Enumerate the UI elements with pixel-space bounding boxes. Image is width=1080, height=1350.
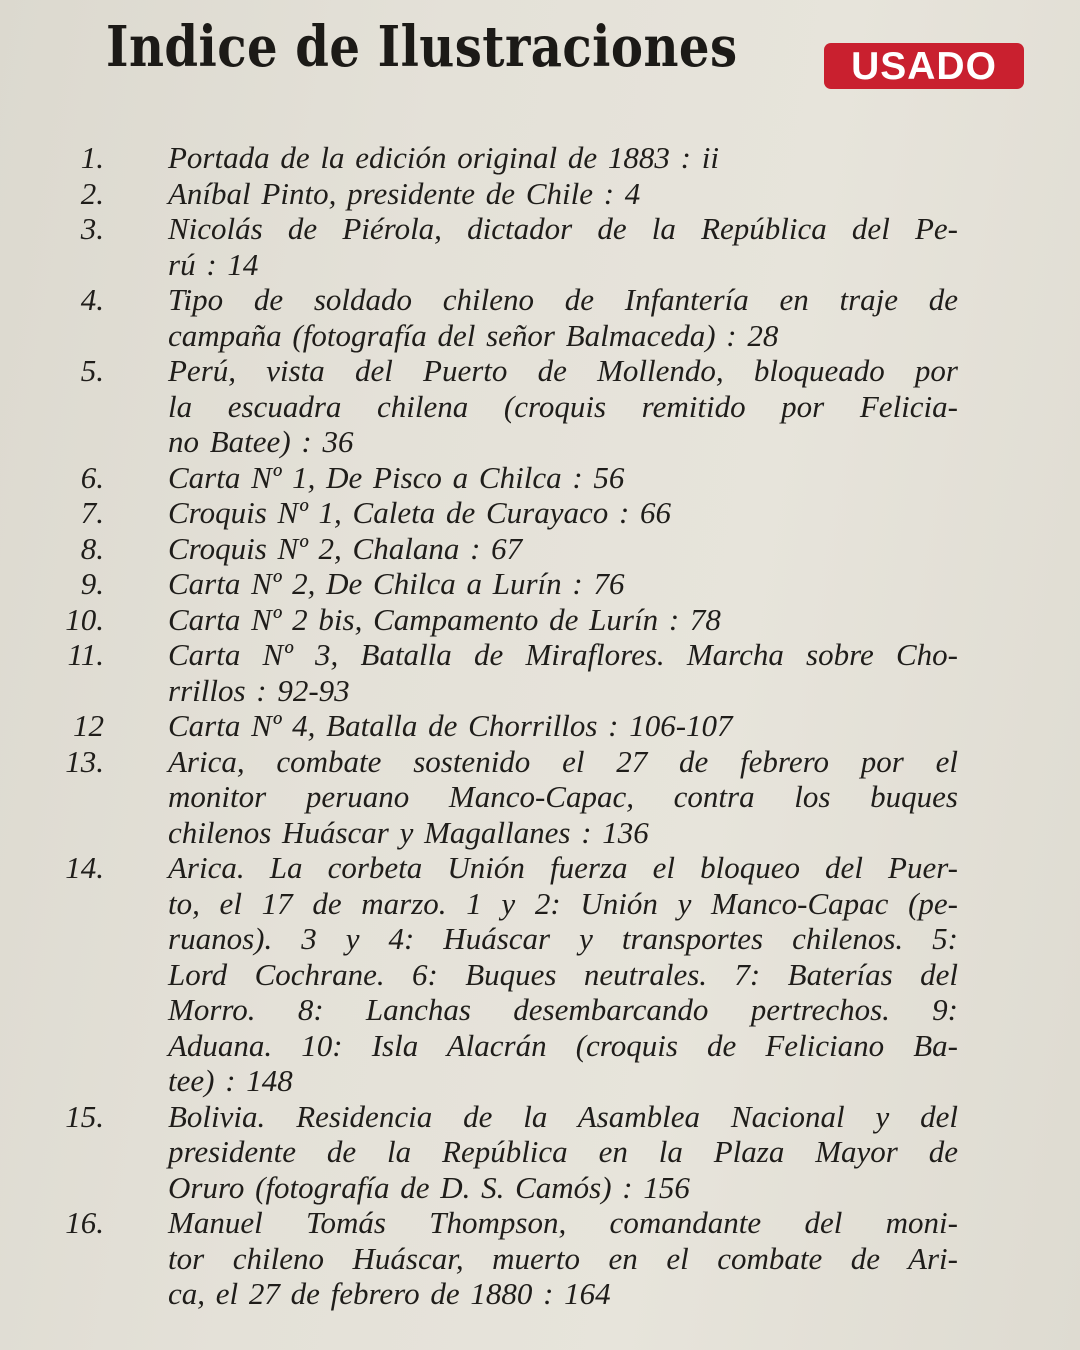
entry-description	[168, 353, 958, 460]
entry-line: Aníbal Pinto, presidente de Chile : 4	[168, 175, 641, 211]
index-entry	[0, 353, 1080, 460]
entry-line: Carta Nº 3, Batalla de Miraflores. Marcha sobre Cho-	[168, 637, 958, 672]
entry-line: Arica, combate sostenido el 27 de febrero por el	[168, 743, 958, 779]
entry-number: 16.	[65, 1205, 104, 1240]
entry-line: Lord Cochrane. 6: Buques neutrales. 7: Baterías del	[168, 956, 958, 992]
entry-number: 6.	[80, 459, 104, 495]
index-entry	[0, 566, 1080, 602]
entry-number: 3.	[80, 211, 104, 246]
entry-line: tor chileno Huáscar, muerto en el combate de Ari-	[168, 1240, 958, 1276]
entry-description	[168, 1099, 958, 1206]
index-entry	[0, 531, 1080, 567]
entry-description	[168, 566, 958, 602]
index-entry	[0, 744, 1080, 851]
entry-description	[168, 602, 958, 638]
entry-number: 12	[73, 708, 104, 743]
entry-line: Carta Nº 2 bis, Campamento de Lurín : 78	[168, 601, 721, 637]
entry-number: 8.	[80, 530, 104, 566]
entry-description	[168, 282, 958, 353]
index-entry	[0, 602, 1080, 638]
entry-number: 2.	[80, 175, 104, 211]
index-entry	[0, 495, 1080, 531]
entry-description	[168, 744, 958, 851]
entry-line: chilenos Huáscar y Magallanes : 136	[168, 814, 649, 850]
entry-description	[168, 850, 958, 1099]
index-entry	[0, 176, 1080, 212]
index-entry	[0, 140, 1080, 176]
entry-line: Croquis Nº 2, Chalana : 67	[168, 530, 523, 566]
entry-number: 9.	[80, 566, 104, 601]
index-entry	[0, 637, 1080, 708]
entry-line: Bolivia. Residencia de la Asamblea Nacional y del	[168, 1098, 958, 1134]
entry-line: rú : 14	[168, 246, 259, 282]
entry-number: 4.	[80, 282, 104, 317]
index-entry	[0, 708, 1080, 744]
entry-description	[168, 495, 958, 531]
index-entry	[0, 282, 1080, 353]
entry-line: ca, el 27 de febrero de 1880 : 164	[168, 1276, 611, 1311]
entry-line: presidente de la República en la Plaza Mayor de	[168, 1134, 958, 1169]
entry-line: tee) : 148	[168, 1063, 293, 1098]
entry-line: Portada de la edición original de 1883 : ii	[168, 140, 719, 175]
entry-line: Carta Nº 2, De Chilca a Lurín : 76	[168, 566, 625, 601]
entry-line: Arica. La corbeta Unión fuerza el bloqueo del Puer-	[168, 850, 958, 885]
entry-number: 13.	[65, 743, 104, 779]
index-entry	[0, 1099, 1080, 1206]
entry-number: 1.	[80, 140, 104, 175]
entry-line: Croquis Nº 1, Caleta de Curayaco : 66	[168, 495, 672, 530]
entry-line: no Batee) : 36	[168, 424, 354, 459]
used-badge: USADO	[824, 43, 1024, 89]
entry-line: campaña (fotografía del señor Balmaceda) : 28	[168, 317, 779, 353]
page-title: Indice de Ilustraciones	[106, 14, 738, 80]
index-entry	[0, 850, 1080, 1099]
entry-description	[168, 140, 958, 176]
entry-description	[168, 531, 958, 567]
entry-number: 15.	[65, 1098, 104, 1134]
entry-line: Aduana. 10: Isla Alacrán (croquis de Feliciano Ba-	[168, 1027, 958, 1063]
index-entry	[0, 460, 1080, 496]
entry-number: 10.	[65, 601, 104, 637]
entry-number: 5.	[80, 353, 104, 388]
index-entry	[0, 211, 1080, 282]
entry-number: 14.	[65, 850, 104, 885]
entry-line: Tipo de soldado chileno de Infantería en traje de	[168, 282, 958, 317]
entry-line: Perú, vista del Puerto de Mollendo, bloqueado por	[168, 353, 958, 388]
entry-description	[168, 460, 958, 496]
entry-line: la escuadra chilena (croquis remitido por Felicia-	[168, 388, 958, 424]
entry-line: to, el 17 de marzo. 1 y 2: Unión y Manco-Capac (pe-	[168, 885, 958, 921]
index-entry	[0, 1205, 1080, 1312]
entry-number: 11.	[67, 637, 104, 672]
entry-description	[168, 637, 958, 708]
entry-line: Oruro (fotografía de D. S. Camós) : 156	[168, 1169, 690, 1205]
entry-description	[168, 708, 958, 744]
entry-description	[168, 176, 958, 212]
entry-description	[168, 211, 958, 282]
illustrations-index	[0, 140, 1080, 1312]
entry-line: monitor peruano Manco-Capac, contra los buques	[168, 779, 958, 814]
entry-line: Morro. 8: Lanchas desembarcando pertrechos. 9:	[168, 992, 958, 1027]
entry-line: Carta Nº 4, Batalla de Chorrillos : 106-107	[168, 708, 733, 743]
entry-line: Carta Nº 1, De Pisco a Chilca : 56	[168, 459, 625, 495]
entry-number: 7.	[80, 495, 104, 530]
entry-line: ruanos). 3 y 4: Huáscar y transportes chilenos. 5:	[168, 921, 958, 956]
entry-description	[168, 1205, 958, 1312]
entry-line: Manuel Tomás Thompson, comandante del moni-	[168, 1205, 958, 1240]
entry-line: rrillos : 92-93	[168, 672, 350, 708]
entry-line: Nicolás de Piérola, dictador de la República del Pe-	[168, 211, 958, 246]
